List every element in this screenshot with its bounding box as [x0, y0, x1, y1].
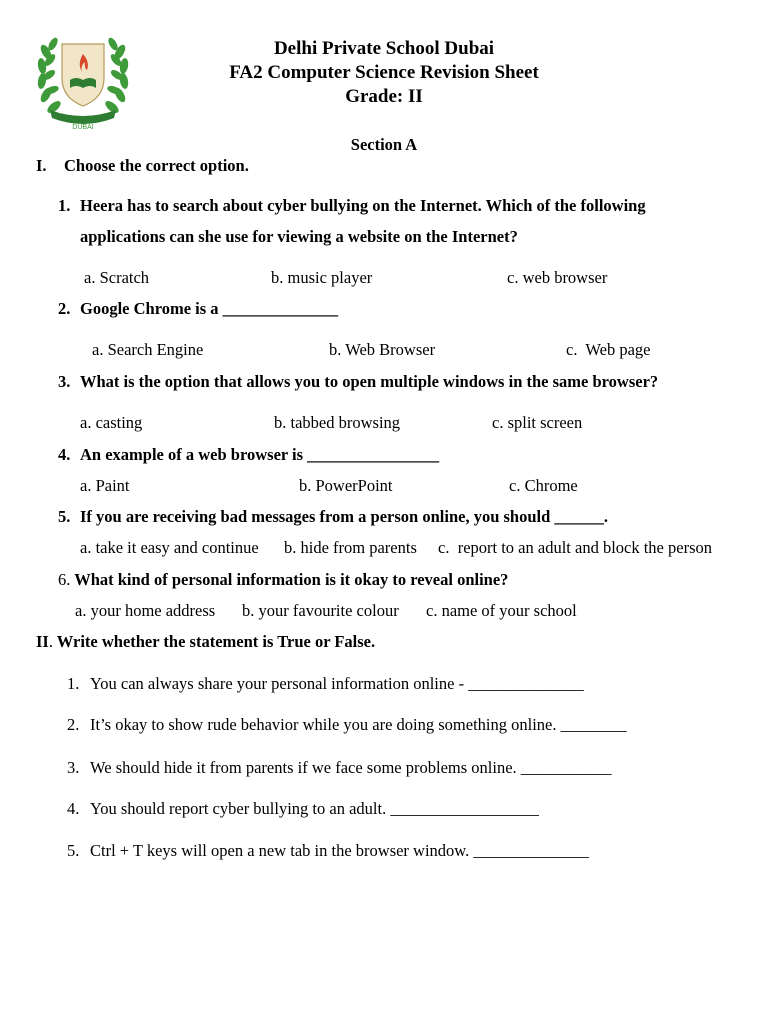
statement-number: 4. [67, 799, 80, 818]
question-number: 4. [58, 445, 71, 464]
question-text: What kind of personal information is it okay to reveal online? [70, 570, 509, 589]
question-text: applications can she use for viewing a website on the Internet? [80, 227, 518, 246]
logo-banner-text: DELHI PRIVATE SCHOOL [59, 108, 107, 115]
statement-number: 2. [67, 715, 80, 734]
part-one-numeral: I. [36, 156, 47, 175]
option-b: b. PowerPoint [299, 476, 393, 495]
option-b: b. your favourite colour [242, 601, 399, 620]
question-six-heading [58, 570, 508, 590]
question-text: An example of a web browser is ________________ [80, 445, 440, 464]
option-a: a. Search Engine [92, 340, 204, 359]
part-two-separator: . [48, 632, 53, 651]
question-text: Google Chrome is a ______________ [80, 299, 339, 318]
part-two-instruction: Write whether the statement is True or False. [52, 632, 376, 651]
question-separator: . [66, 570, 71, 589]
option-c: c. Web page [566, 340, 651, 359]
option-a: a. Paint [80, 476, 130, 495]
statement-text: We should hide it from parents if we face some problems online. ___________ [90, 758, 612, 777]
option-c: c. split screen [492, 413, 583, 432]
school-name: Delhi Private School Dubai [273, 38, 495, 59]
question-text: If you are receiving bad messages from a person online, you should ______. [80, 507, 609, 526]
section-a-heading: Section A [350, 135, 418, 154]
statement-number: 1. [67, 674, 80, 693]
option-b: b. Web Browser [329, 340, 436, 359]
logo-location-text: DUBAI [72, 124, 94, 131]
question-number: 5. [58, 507, 71, 526]
sheet-title: FA2 Computer Science Revision Sheet [229, 62, 539, 83]
option-b: b. hide from parents [284, 538, 417, 557]
part-one-instruction: Choose the correct option. [64, 156, 249, 175]
statement-number: 5. [67, 841, 80, 860]
statement-text: You can always share your personal information online - ______________ [90, 674, 584, 693]
statement-text: Ctrl + T keys will open a new tab in the browser window. ______________ [90, 841, 589, 860]
question-number: 3. [58, 372, 71, 391]
option-a: a. casting [80, 413, 143, 432]
option-c: c. report to an adult and block the person [438, 538, 712, 557]
statement-number: 3. [67, 758, 80, 777]
grade-label: Grade: II [345, 86, 423, 107]
question-number: 1. [58, 196, 71, 215]
statement-text: You should report cyber bullying to an adult. __________________ [90, 799, 539, 818]
option-a: a. your home address [75, 601, 216, 620]
school-crest-icon [36, 30, 130, 138]
option-b: b. tabbed browsing [274, 413, 401, 432]
question-number: 6 [58, 570, 67, 589]
option-c: c. name of your school [426, 601, 577, 620]
part-two-numeral: II [36, 632, 49, 651]
question-text: What is the option that allows you to open multiple windows in the same browser? [80, 372, 659, 391]
option-a: a. take it easy and continue [80, 538, 259, 557]
part-two-heading [36, 632, 375, 652]
question-number: 2. [58, 299, 71, 318]
option-a: a. Scratch [84, 268, 150, 287]
option-c: c. Chrome [509, 476, 578, 495]
statement-text: It’s okay to show rude behavior while you are doing something online. ________ [90, 715, 627, 734]
option-c: c. web browser [507, 268, 608, 287]
question-text: Heera has to search about cyber bullying on the Internet. Which of the following [80, 196, 646, 215]
option-b: b. music player [271, 268, 373, 287]
